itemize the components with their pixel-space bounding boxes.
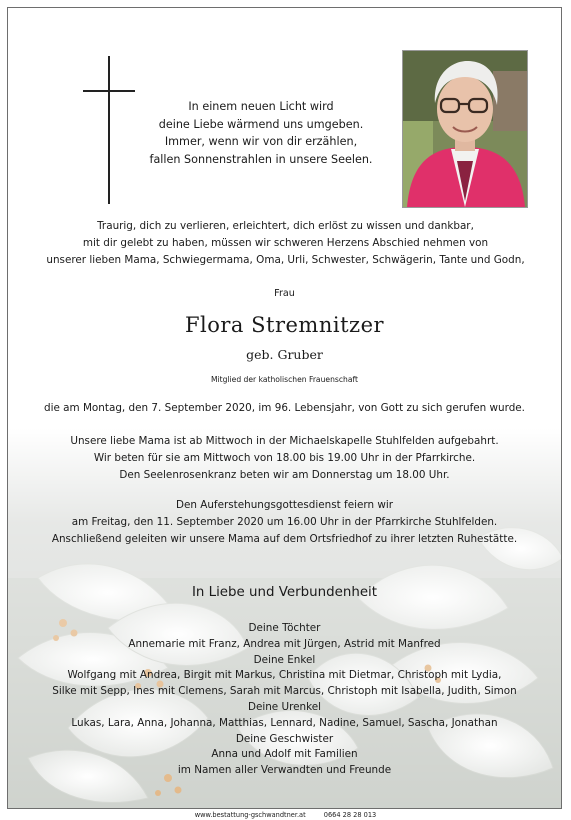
- obituary-card: [7, 7, 562, 809]
- funeral-line: Anschließend geleiten wir unsere Mama auf dem Ortsfriedhof zu ihrer letzten Ruhestätte.: [51, 533, 518, 545]
- poem-line: In einem neuen Licht wird: [188, 100, 334, 113]
- intro-line: mit dir gelebt zu haben, müssen wir schweren Herzens Abschied nehmen von: [82, 237, 489, 249]
- viewing-line: Wir beten für sie am Mittwoch von 18.00 bis 19.00 Uhr in der Pfarrkirche.: [93, 452, 476, 464]
- footer-phone: 0664 28 28 013: [323, 811, 377, 819]
- death-notice: die am Montag, den 7. September 2020, im 96. Lebensjahr, von Gott zu sich gerufen wurde.: [44, 402, 525, 414]
- funeral-line: Den Auferstehungsgottesdienst feiern wir: [175, 499, 394, 511]
- viewing-line: Den Seelenrosenkranz beten wir am Donnerstag um 18.00 Uhr.: [119, 469, 450, 481]
- footer-website-link[interactable]: www.bestattung-gschwandtner.at: [194, 811, 306, 819]
- family-line: Lukas, Lara, Anna, Johanna, Matthias, Lennard, Nadine, Samuel, Sascha, Jonathan: [71, 716, 498, 729]
- family-line: Wolfgang mit Andrea, Birgit mit Markus, Christina mit Dietmar, Christoph mit Lydia,: [67, 669, 502, 682]
- poem-line: fallen Sonnenstrahlen in unsere Seelen.: [149, 152, 373, 166]
- intro-line: Traurig, dich zu verlieren, erleichtert, dich erlöst zu wissen und dankbar,: [97, 220, 474, 232]
- closing-greeting: In Liebe und Verbundenheit: [191, 585, 378, 600]
- intro-line: unserer lieben Mama, Schwiegermama, Oma, Urli, Schwester, Schwägerin, Tante und Godn,: [46, 254, 525, 266]
- family-line: Anna und Adolf mit Familien: [211, 748, 358, 761]
- funeral-info: [8, 497, 561, 548]
- family-heading: Deine Geschwister: [235, 732, 334, 745]
- family-heading: Deine Töchter: [248, 622, 321, 634]
- family-list: [8, 621, 561, 779]
- footer: [0, 811, 571, 819]
- intro-text: [28, 218, 543, 269]
- family-line: im Namen aller Verwandten und Freunde: [177, 764, 392, 777]
- salutation: Frau: [274, 288, 295, 299]
- family-heading: Deine Enkel: [253, 653, 316, 666]
- funeral-line: am Freitag, den 11. September 2020 um 16.00 Uhr in der Pfarrkirche Stuhlfelden.: [71, 516, 498, 528]
- deceased-name: Flora Stremnitzer: [184, 313, 385, 337]
- portrait-photo: [402, 50, 528, 208]
- family-line: Silke mit Sepp, Ines mit Clemens, Sarah mit Marcus, Christoph mit Isabella, Judith, Simon: [52, 685, 517, 698]
- poem-line: deine Liebe wärmend uns umgeben.: [158, 117, 364, 131]
- family-heading: Deine Urenkel: [247, 700, 322, 713]
- poem: [128, 98, 394, 168]
- membership: Mitglied der katholischen Frauenschaft: [210, 375, 359, 384]
- poem-line: Immer, wenn wir von dir erzählen,: [164, 135, 358, 148]
- viewing-info: [8, 433, 561, 484]
- family-line: Annemarie mit Franz, Andrea mit Jürgen, Astrid mit Manfred: [128, 637, 441, 650]
- viewing-line: Unsere liebe Mama ist ab Mittwoch in der Michaelskapelle Stuhlfelden aufgebahrt.: [70, 435, 499, 447]
- birth-name: geb. Gruber: [246, 347, 323, 362]
